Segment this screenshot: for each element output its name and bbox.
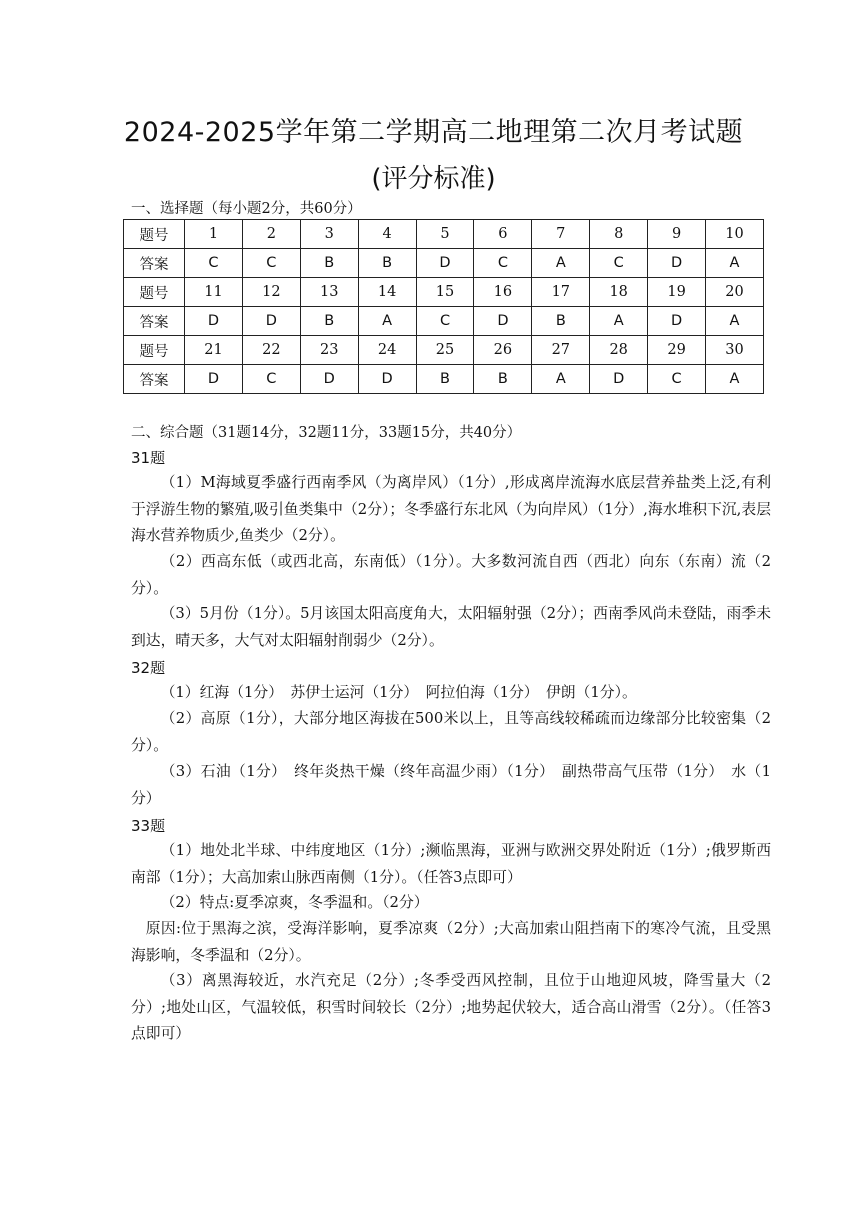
question-number-cell: 29: [648, 336, 706, 365]
row-label-question: 题号: [124, 220, 185, 249]
question-number-cell: 14: [358, 278, 416, 307]
answer-cell: D: [185, 365, 243, 394]
table-row-answers: [124, 307, 764, 336]
question-number-cell: 8: [590, 220, 648, 249]
answer-table: [123, 219, 764, 394]
question-number-cell: 3: [300, 220, 358, 249]
answer-cell: A: [532, 249, 590, 278]
answer-cell: B: [474, 365, 532, 394]
question-number-cell: 27: [532, 336, 590, 365]
q33-part2: （2）特点:夏季凉爽，冬季温和。（2分）: [160, 894, 429, 911]
answer-cell: D: [648, 249, 706, 278]
answer-cell: A: [706, 365, 764, 394]
q33-title: 33题: [131, 817, 166, 835]
question-number-cell: 11: [185, 278, 243, 307]
answer-cell: B: [358, 249, 416, 278]
answer-cell: D: [300, 365, 358, 394]
row-label-question: 题号: [124, 336, 185, 365]
answer-cell: D: [185, 307, 243, 336]
q33-part3: 原因:位于黑海之滨，受海洋影响，夏季凉爽（2分）;大高加索山阻挡南下的寒冷气流，且受黑海影响，冬季温和（2分）。: [131, 920, 771, 964]
answer-cell: A: [358, 307, 416, 336]
question-number-cell: 5: [416, 220, 474, 249]
answer-cell: D: [358, 365, 416, 394]
question-number-cell: 28: [590, 336, 648, 365]
question-number-cell: 26: [474, 336, 532, 365]
question-number-cell: 10: [706, 220, 764, 249]
question-number-cell: 22: [242, 336, 300, 365]
answer-cell: C: [185, 249, 243, 278]
question-number-cell: 24: [358, 336, 416, 365]
table-row-numbers: [124, 220, 764, 249]
question-number-cell: 1: [185, 220, 243, 249]
q31-part2: （2）西高东低（或西北高，东南低）（1分）。大多数河流自西（西北）向东（东南）流（2分）。: [131, 553, 771, 597]
table-row-numbers: [124, 278, 764, 307]
answer-cell: B: [300, 249, 358, 278]
answer-cell: D: [474, 307, 532, 336]
answer-cell: B: [416, 365, 474, 394]
answer-cell: C: [648, 365, 706, 394]
q32-part1: （1）红海（1分） 苏伊士运河（1分） 阿拉伯海（1分） 伊朗（1分）。: [160, 684, 637, 701]
q33-part4: （3）离黑海较近，水汽充足（2分）;冬季受西风控制，且位于山地迎风坡，降雪量大（2分）;地处山区，气温较低，积雪时间较长（2分）;地势起伏较大，适合高山滑雪（2分）。（任答3点即可）: [131, 972, 771, 1042]
question-number-cell: 23: [300, 336, 358, 365]
question-number-cell: 19: [648, 278, 706, 307]
question-number-cell: 6: [474, 220, 532, 249]
table-row-answers: [124, 249, 764, 278]
question-number-cell: 17: [532, 278, 590, 307]
row-label-answer: 答案: [124, 365, 185, 394]
question-number-cell: 16: [474, 278, 532, 307]
answer-cell: B: [532, 307, 590, 336]
section1-heading: 一、选择题（每小题2分，共60分）: [131, 201, 362, 217]
answer-cell: C: [242, 365, 300, 394]
question-number-cell: 21: [185, 336, 243, 365]
answer-cell: D: [590, 365, 648, 394]
section2-heading: 二、综合题（31题14分，32题11分，33题15分，共40分）: [131, 425, 522, 441]
question-number-cell: 2: [242, 220, 300, 249]
question-number-cell: 13: [300, 278, 358, 307]
q32-part2: （2）高原（1分），大部分地区海拔在500米以上，且等高线较稀疏而边缘部分比较密集（2分）。: [131, 710, 771, 754]
q31-title: 31题: [131, 449, 166, 467]
row-label-answer: 答案: [124, 307, 185, 336]
page-title: 2024-2025学年第二学期高二地理第二次月考试题: [123, 117, 744, 148]
question-number-cell: 20: [706, 278, 764, 307]
page-subtitle: (评分标准): [371, 164, 496, 194]
question-number-cell: 25: [416, 336, 474, 365]
question-number-cell: 4: [358, 220, 416, 249]
q31-part3: （3）5月份（1分）。5月该国太阳高度角大，太阳辐射强（2分）；西南季风尚未登陆，雨季未到达，晴天多，大气对太阳辐射削弱少（2分）。: [131, 605, 771, 649]
question-number-cell: 15: [416, 278, 474, 307]
question-number-cell: 18: [590, 278, 648, 307]
answer-cell: A: [590, 307, 648, 336]
q32-part3: （3）石油（1分） 终年炎热干燥（终年高温少雨）（1分） 副热带高气压带（1分） 水（1分）: [131, 763, 771, 807]
answer-cell: A: [706, 249, 764, 278]
row-label-answer: 答案: [124, 249, 185, 278]
answer-cell: C: [590, 249, 648, 278]
q32-title: 32题: [131, 659, 166, 677]
row-label-question: 题号: [124, 278, 185, 307]
answer-cell: A: [706, 307, 764, 336]
answer-cell: B: [300, 307, 358, 336]
answer-cell: D: [242, 307, 300, 336]
answer-cell: D: [416, 249, 474, 278]
question-number-cell: 12: [242, 278, 300, 307]
answer-cell: C: [416, 307, 474, 336]
answer-cell: A: [532, 365, 590, 394]
question-number-cell: 30: [706, 336, 764, 365]
answer-cell: D: [648, 307, 706, 336]
table-row-answers: [124, 365, 764, 394]
question-number-cell: 9: [648, 220, 706, 249]
q31-part1: （1）M海域夏季盛行西南季风（为离岸风）（1分）,形成离岸流海水底层营养盐类上泛,有利于浮游生物的繁殖,吸引鱼类集中（2分）；冬季盛行东北风（为向岸风）（1分）,海水堆积下沉,表层海水营养物质少,鱼类少（2分）。: [131, 474, 771, 544]
q33-part1: （1）地处北半球、中纬度地区（1分）;濒临黑海，亚洲与欧洲交界处附近（1分）;俄罗斯西南部（1分）；大高加索山脉西南侧（1分）。（任答3点即可）: [131, 842, 771, 886]
answer-cell: C: [474, 249, 532, 278]
question-number-cell: 7: [532, 220, 590, 249]
table-row-numbers: [124, 336, 764, 365]
answer-cell: C: [242, 249, 300, 278]
